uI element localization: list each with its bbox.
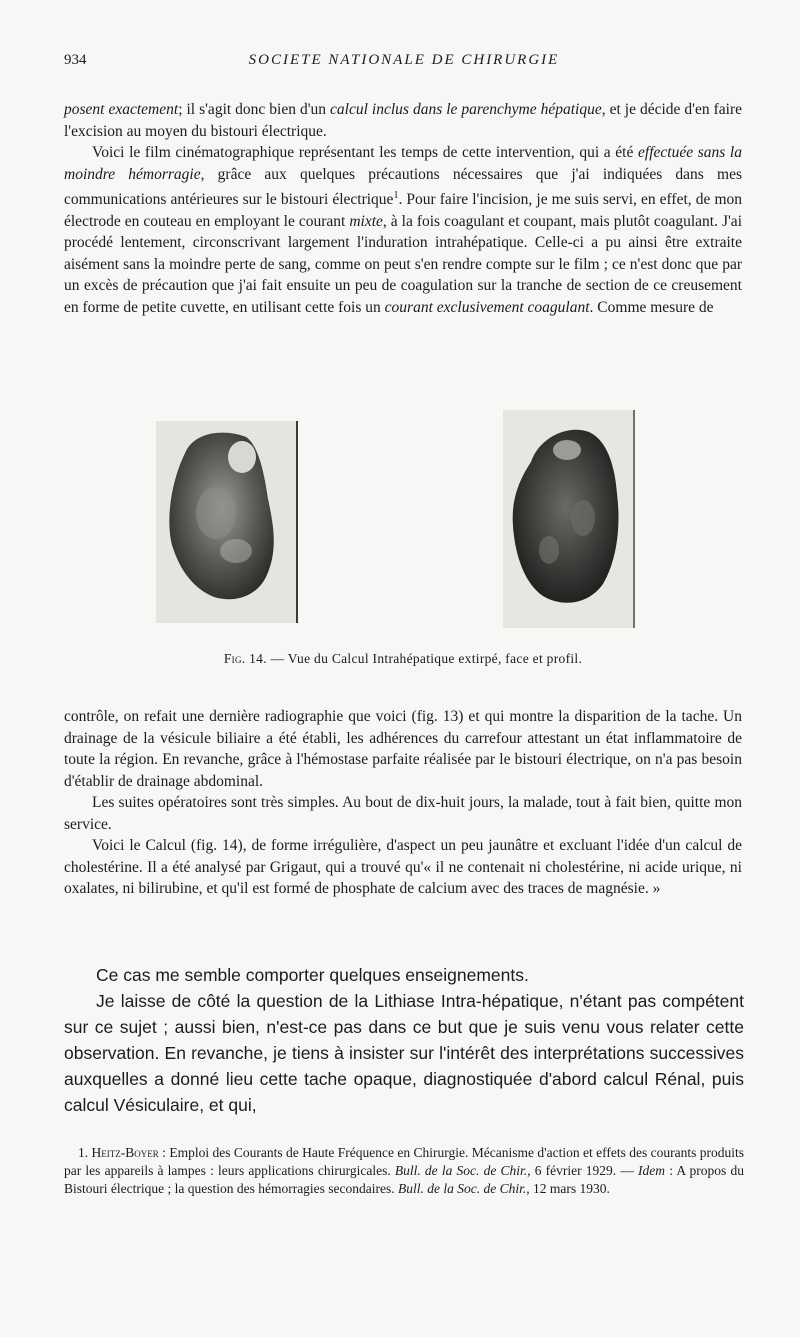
figure-caption [64, 651, 742, 667]
text-span: . Comme mesure de [589, 298, 714, 316]
running-title: SOCIETE NATIONALE DE CHIRURGIE [248, 52, 560, 68]
paragraph: Les suites opératoires sont très simples. Au bout de dix-huit jours, la malade, tout à fait bien, quitte mon service. [64, 794, 742, 833]
text-span: ; il s'agit donc bien d'un [178, 101, 331, 118]
paragraph: Je laisse de côté la question de la Lithiase Intra-hépatique, n'étant pas compétent sur ce sujet ; aussi bien, n'est-ce pas dans ce but que je suis venu vous relater cette observation. En revanche, je tiens à insister sur l'intérêt des interprétations successives auxquelles a donné lieu cette tache opaque, diagnostiquée d'abord calcul Rénal, puis calcul Vésiculaire, et qui, [64, 991, 744, 1115]
italic-text: posent exactement [64, 101, 179, 118]
italic-text: calcul inclus dans le parenchyme hépatique [330, 101, 602, 118]
footnote [64, 1144, 744, 1198]
paragraph [64, 142, 742, 318]
footnote-reference[interactable]: 1 [393, 190, 399, 201]
page-number: 934 [64, 52, 87, 68]
calculus-profile-image [503, 410, 635, 628]
caption-dash: — [266, 651, 288, 666]
paragraph: Ce cas me semble comporter quelques enseignements. [96, 965, 529, 985]
calculus-face-image [156, 421, 298, 623]
italic-text: effectuée sans la moindre hémorragie [64, 144, 742, 183]
paragraph: contrôle, on refait une dernière radiographie que voici (fig. 13) et qui montre la disparition de la tache. Un drainage de la vésicule biliaire a été établi, les adhérences du carrefour attestant un état inflammatoire de toute la région. En revanche, grâce à l'hémostase parfaite réalisée par le bistouri électrique, on n'a pas besoin d'établir de drainage abdominal. [64, 708, 742, 790]
caption-text: Vue du Calcul Intrahépatique extirpé, face et profil. [287, 651, 583, 666]
footnote-journal: Bull. de la Soc. de Chir. [394, 1163, 528, 1178]
text-block-top [64, 99, 742, 318]
text-span: Voici le film cinématographique représentant les temps de cette intervention, qui a été [92, 144, 639, 161]
footnote-text: , 12 mars 1930. [526, 1181, 610, 1196]
footnote-idem: Idem [638, 1163, 666, 1178]
italic-text: mixte [349, 212, 383, 230]
italic-text: courant exclusivement coagulant [384, 298, 590, 316]
footnote-number: 1. [78, 1145, 89, 1160]
text-block-middle [64, 706, 742, 900]
text-span: , grâce aux quelques précautions nécessaires que j'ai indiquées dans mes communications antérieures sur le bistouri électrique [64, 165, 742, 209]
footnote-text: : A propos du Bistouri électrique ; la question des hémorragies secondaires. [64, 1163, 744, 1196]
calculus-photo-face [156, 421, 298, 623]
text-block-discussion [64, 962, 744, 1118]
text-span: , et je décide d'en faire l'excision au moyen du bistouri électrique. [64, 101, 742, 140]
footnote-text: , 6 février 1929. — [527, 1163, 639, 1178]
footnote-author: Heitz-Boyer [91, 1145, 159, 1160]
footnote-text: : Emploi des Courants de Haute Fréquence en Chirurgie. Mécanisme d'action et effets des courants produits par les appareils à lampes : leurs applications chirurgicales. [64, 1145, 745, 1178]
figure-label: Fig. 14. [223, 651, 267, 666]
paragraph [64, 99, 742, 142]
text-span: . Pour faire l'incision, je me suis servi, en effet, de mon électrode en couteau en employant le courant [64, 191, 743, 230]
calculus-photo-profile [503, 410, 635, 628]
page-header [64, 52, 744, 74]
paragraph: Voici le Calcul (fig. 14), de forme irrégulière, d'aspect un peu jaunâtre et excluant l'idée d'un calcul de cholestérine. Il a été analysé par Grigaut, qui a trouvé qu'« il ne contenait ni cholestérine, ni acide urique, ni oxalates, ni bilirubine, et qu'il est formé de phosphate de calcium avec des traces de magnésie. » [64, 837, 742, 897]
footnote-journal: Bull. de la Soc. de Chir. [398, 1181, 527, 1196]
text-span: , à la fois coagulant et coupant, mais plutôt coagulant. J'ai procédé lentement, circonscrivant largement l'induration intrahépatique. Celle-ci a pu ainsi être extraite aisément sans la moindre perte de sang, comme on peut s'en rendre compte sur le film ; ce n'est donc que par un excès de précaution que j'ai fait ensuite un peu de coagulation sur la tranche de section de ce creusement en forme de petite cuvette, en utilisant cette fois un [64, 212, 742, 316]
